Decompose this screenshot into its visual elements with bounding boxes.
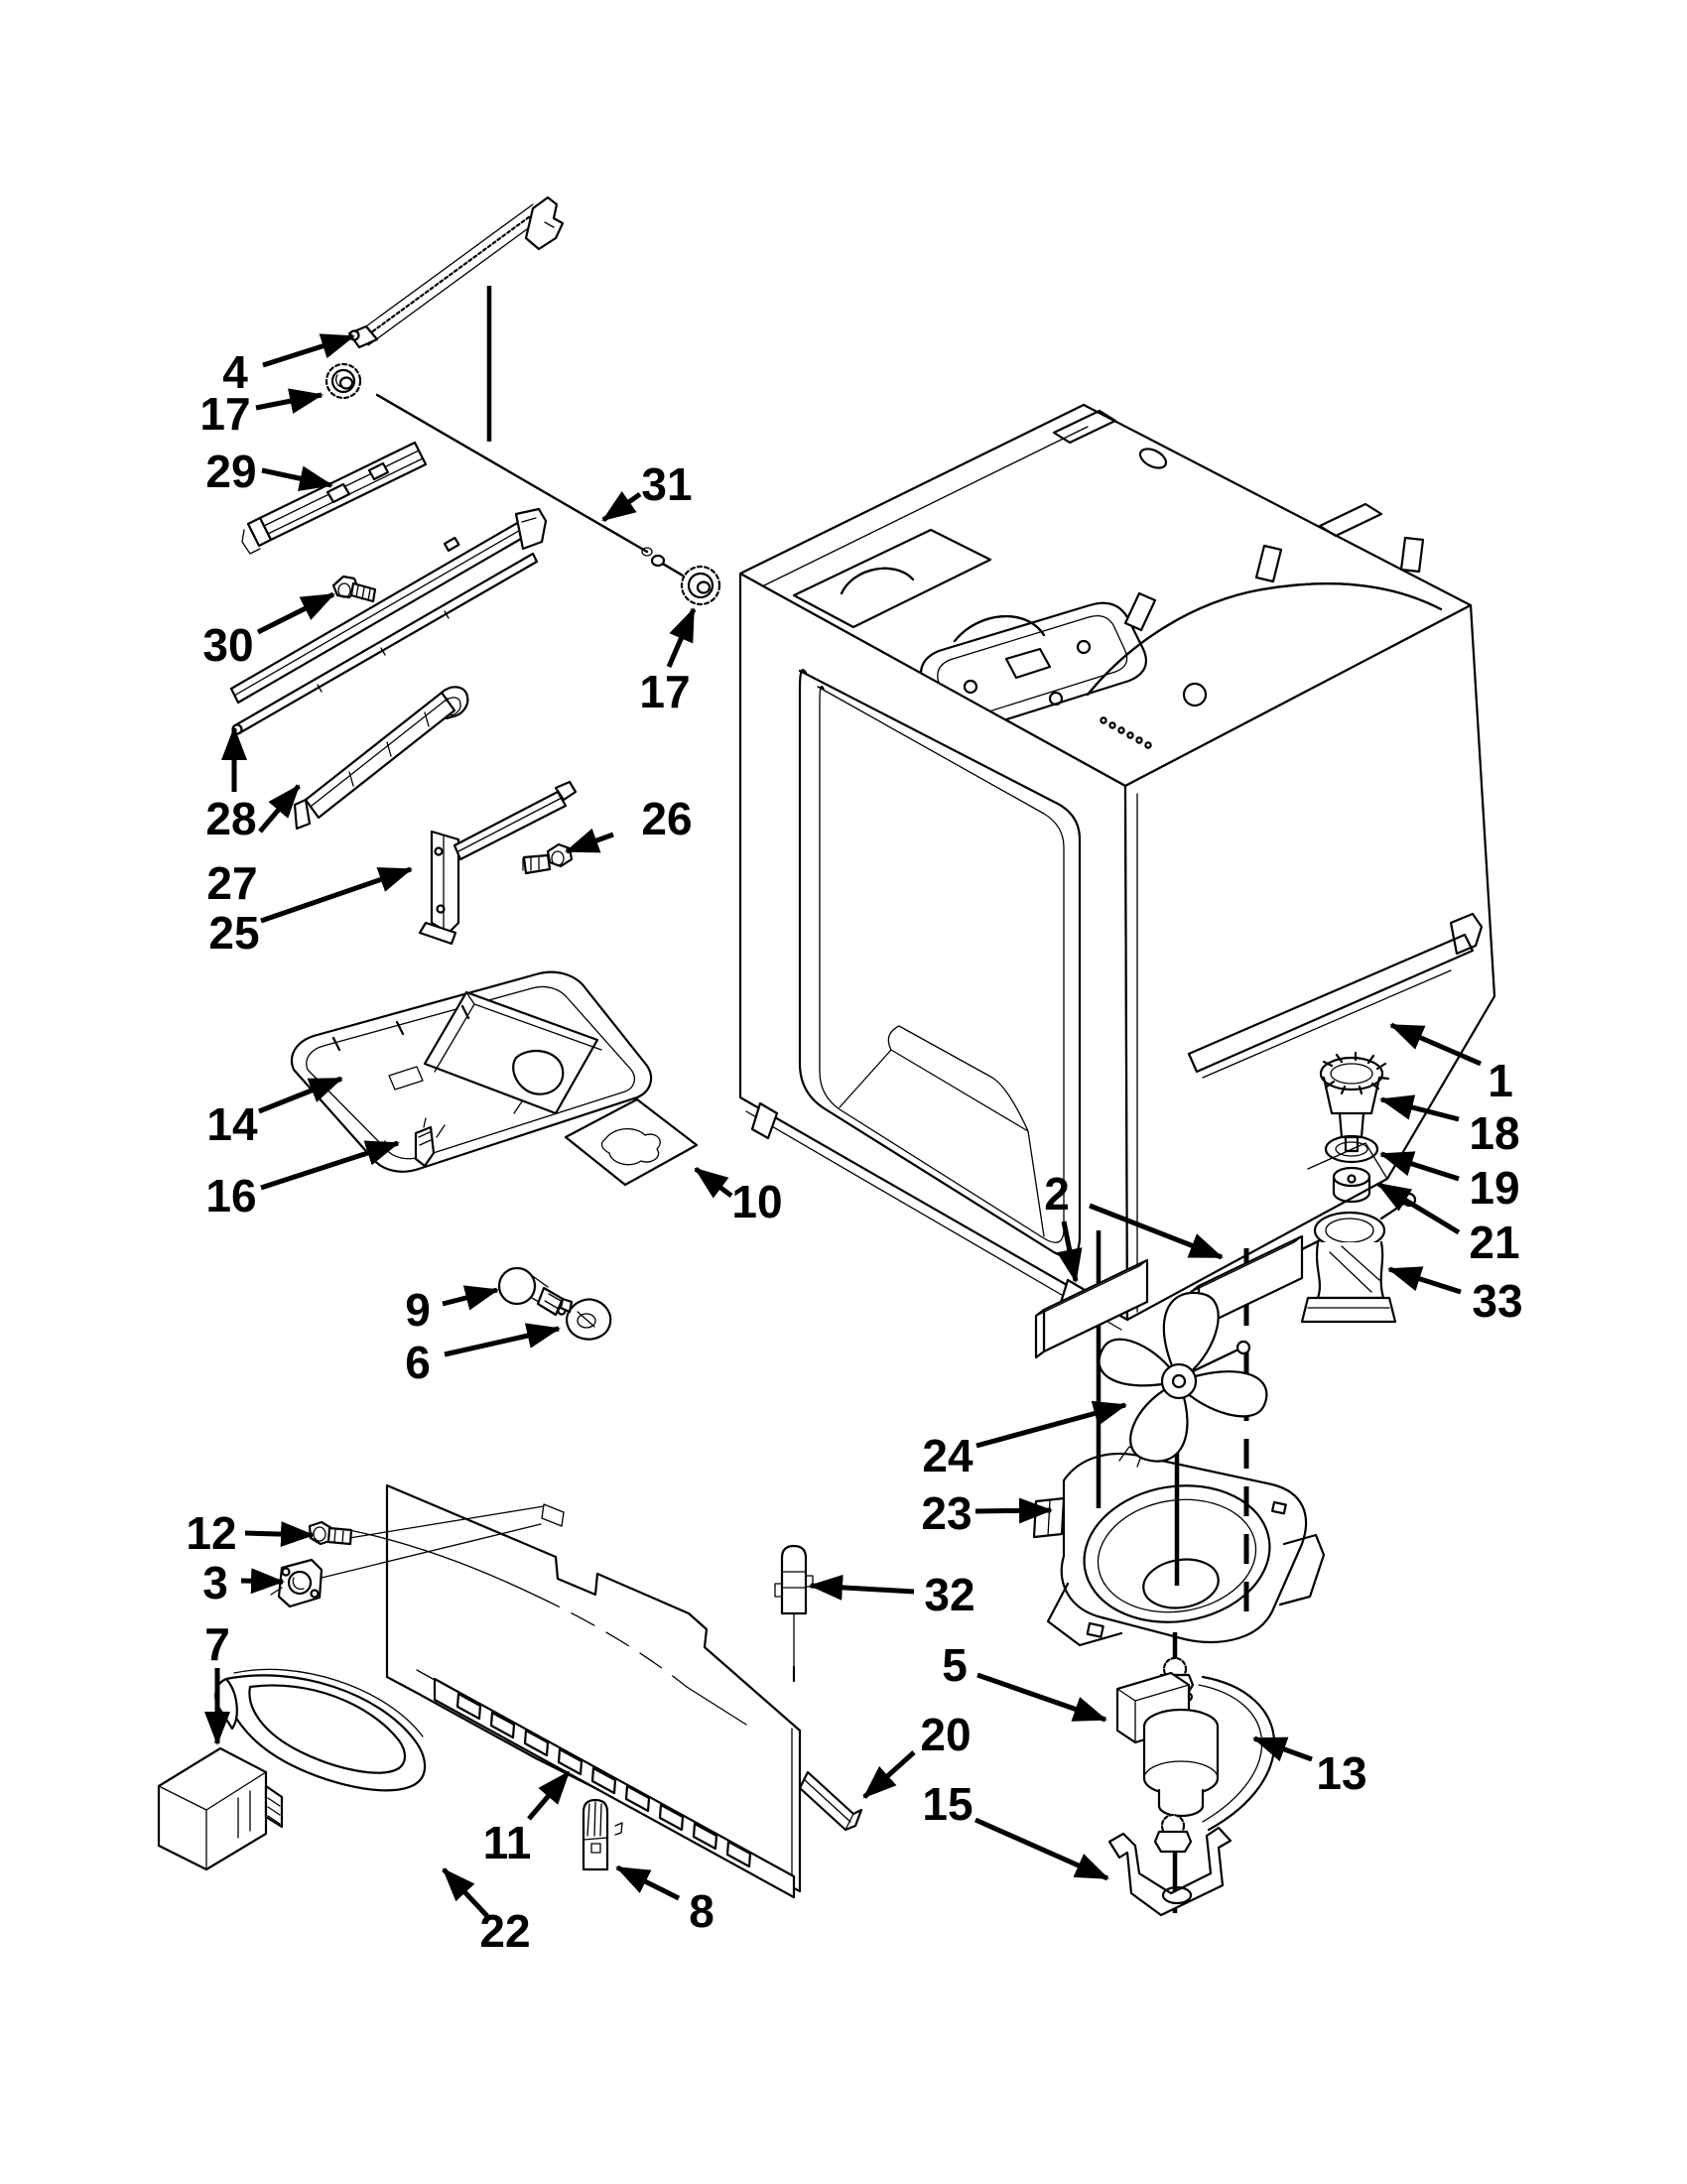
fan-motor-5-drawing <box>1117 1658 1274 1852</box>
rail-4-drawing <box>349 197 563 347</box>
part-number-label: 29 <box>205 446 257 497</box>
callout-arrow <box>976 1405 1125 1446</box>
callout-arrow <box>245 1533 313 1535</box>
rail-27-drawing <box>295 687 467 829</box>
callout-33 <box>1389 1269 1523 1327</box>
callout-17 <box>199 388 322 440</box>
part-number-label: 30 <box>202 619 254 671</box>
sensor-32-drawing <box>775 1546 813 1681</box>
part-number-label: 10 <box>731 1176 783 1227</box>
callout-5 <box>942 1639 1105 1720</box>
callout-arrow <box>443 1290 497 1304</box>
part-number-label: 12 <box>186 1507 237 1559</box>
screw-30-drawing <box>333 577 375 601</box>
callout-3 <box>202 1557 283 1608</box>
part-number-label: 23 <box>921 1487 973 1539</box>
callout-8 <box>617 1867 714 1937</box>
callout-12 <box>186 1507 313 1559</box>
callout-arrow <box>567 835 613 851</box>
part-number-label: 18 <box>1469 1107 1520 1159</box>
screw-26-drawing <box>523 844 572 873</box>
callout-arrow <box>617 1867 679 1898</box>
part-number-label: 4 <box>222 346 248 398</box>
part-number-label: 17 <box>199 388 251 440</box>
callout-28 <box>205 728 256 844</box>
callout-26 <box>567 793 693 851</box>
part-number-label: 3 <box>202 1557 228 1608</box>
callout-arrow <box>261 869 411 921</box>
callout-arrow <box>445 1329 559 1354</box>
part-number-label: 9 <box>405 1284 431 1336</box>
callout-arrow <box>258 594 333 632</box>
part-number-label: 13 <box>1316 1747 1367 1799</box>
callout-arrow <box>975 1510 1051 1511</box>
callout-9 <box>405 1284 497 1336</box>
callout-23 <box>921 1487 1051 1539</box>
callout-arrow <box>241 1581 283 1582</box>
part-number-label: 24 <box>922 1430 973 1481</box>
part-number-label: 5 <box>942 1639 968 1691</box>
callout-arrow <box>263 336 353 365</box>
bulb-socket-6-drawing <box>561 1299 610 1340</box>
callout-arrow <box>864 1752 914 1797</box>
callout-arrow <box>811 1586 914 1592</box>
callout-10 <box>696 1169 783 1227</box>
light-bulb-9-drawing <box>499 1268 566 1315</box>
part-number-label: 11 <box>482 1817 532 1868</box>
callout-15 <box>922 1778 1107 1878</box>
duct-7-drawing <box>159 1748 282 1869</box>
callout-22 <box>444 1869 531 1957</box>
part-number-label: 20 <box>920 1709 972 1760</box>
part-number-label: 17 <box>639 666 691 717</box>
part-number-label: 21 <box>1469 1217 1520 1268</box>
part-number-label: 16 <box>205 1170 257 1221</box>
rail-28-upper-drawing <box>231 509 546 703</box>
part-number-label: 32 <box>924 1569 975 1620</box>
callout-17 <box>639 609 694 717</box>
callout-arrow <box>975 1820 1107 1878</box>
part-number-label: 22 <box>479 1905 531 1957</box>
callout-arrow <box>256 395 322 408</box>
rail-29-drawing <box>242 443 426 554</box>
gear-17-upper-drawing <box>326 364 360 398</box>
callout-arrow <box>669 609 694 667</box>
part-number-label: 28 <box>205 793 257 844</box>
callout-16 <box>205 1143 398 1221</box>
callout-arrow <box>529 1772 569 1819</box>
callout-29 <box>205 446 331 497</box>
gear-17-lower-drawing <box>652 556 719 604</box>
part-number-label: 6 <box>405 1337 431 1388</box>
callout-arrow <box>260 786 299 832</box>
callout-arrow <box>603 494 640 520</box>
callout-arrow <box>696 1169 731 1196</box>
callout-arrow <box>1378 1184 1459 1232</box>
part-number-label: 33 <box>1472 1275 1523 1327</box>
callout-31 <box>603 458 693 520</box>
callout-arrow <box>977 1675 1105 1720</box>
callout-6 <box>405 1329 559 1388</box>
part-number-label: 19 <box>1469 1162 1520 1214</box>
part-number-label: 31 <box>641 458 693 510</box>
part-number-label: 26 <box>641 793 693 844</box>
part-number-label: 1 <box>1488 1055 1513 1106</box>
part-number-label: 25 <box>208 907 260 959</box>
rail-28-lower-drawing <box>233 554 538 734</box>
evaporator-panel-11-drawing <box>314 1485 800 1897</box>
part-number-label: 7 <box>204 1618 230 1670</box>
callout-arrow <box>261 1143 398 1188</box>
callout-arrow <box>262 470 331 485</box>
screw-12-drawing <box>310 1522 351 1544</box>
part-number-label: 27 <box>206 857 258 909</box>
callout-32 <box>811 1569 975 1620</box>
part-number-label: 14 <box>206 1098 258 1150</box>
part-number-label: 8 <box>689 1885 714 1937</box>
callout-arrow <box>1389 1269 1461 1292</box>
freezer-liner-drawing <box>740 405 1494 1330</box>
part-number-label: 2 <box>1044 1168 1070 1220</box>
callout-11 <box>483 1772 569 1868</box>
strip-20-drawing <box>800 1772 861 1830</box>
cap-8-drawing <box>584 1800 622 1869</box>
part-number-label: 15 <box>922 1778 973 1830</box>
